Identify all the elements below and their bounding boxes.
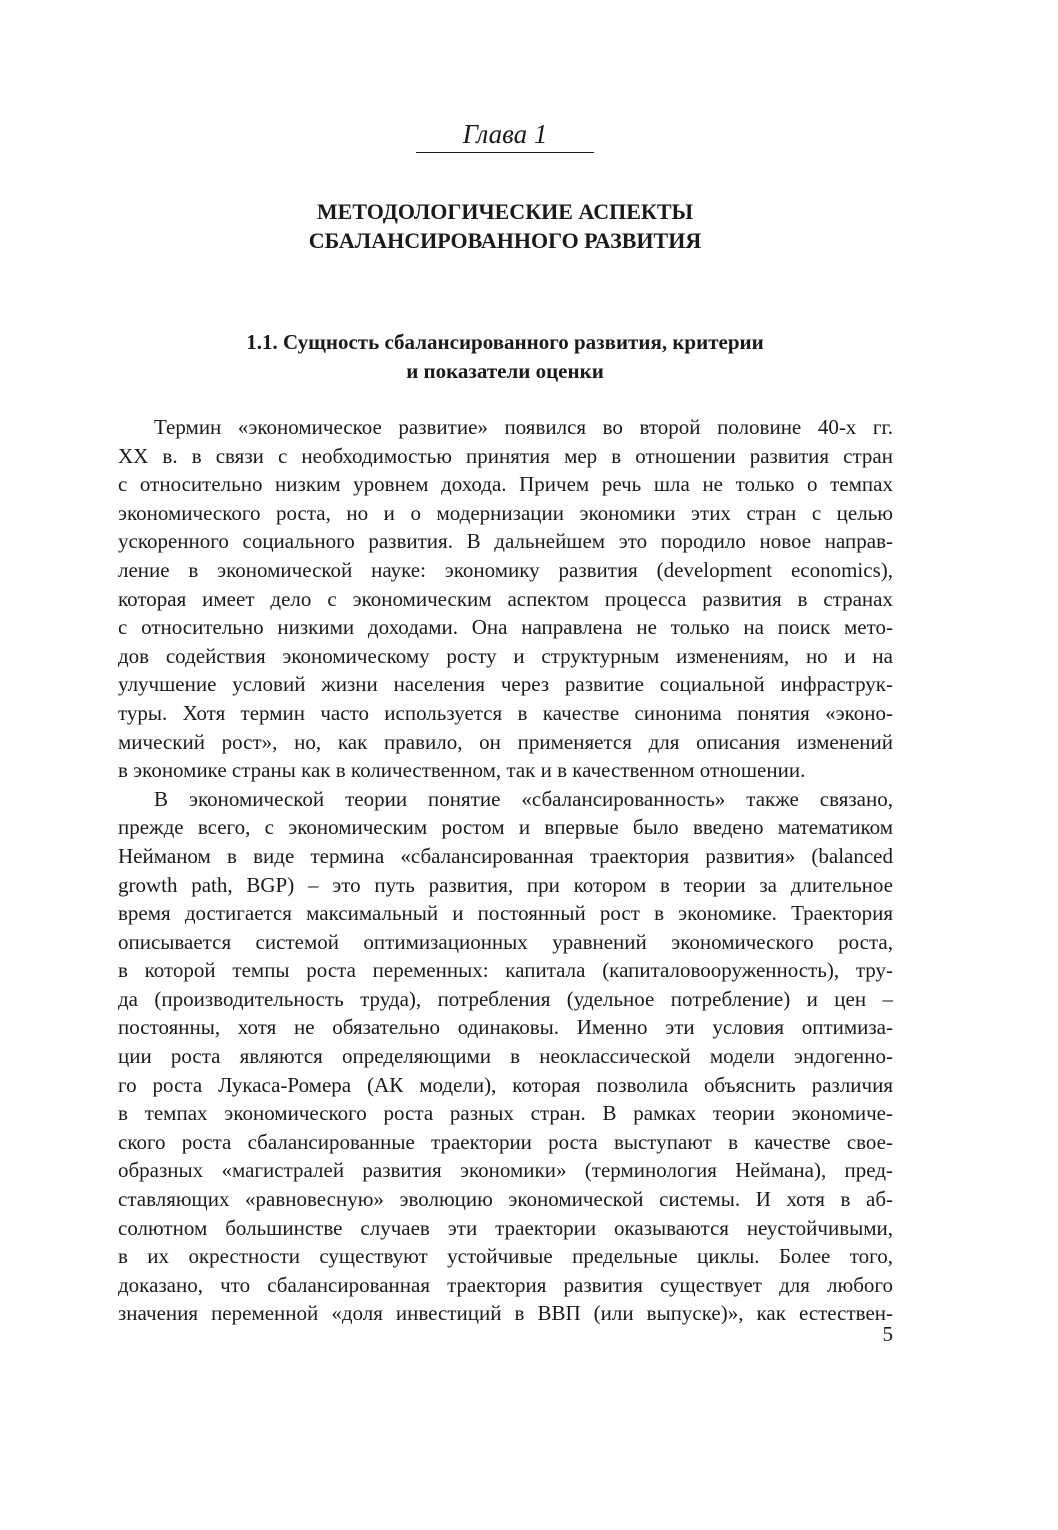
text-line: Нейманом в виде термина «сбалансированная траектория развития» (balanced xyxy=(118,843,893,868)
text-line: ского роста сбалансированные траектории роста выступают в качестве свое- xyxy=(118,1129,893,1154)
text-line: доказано, что сбалансированная траектория развития существует для любого xyxy=(118,1272,893,1297)
text-line: постоянны, хотя не обязательно одинаковы. Именно эти условия оптимиза- xyxy=(118,1015,893,1040)
text-line: В экономической теории понятие «сбалансированность» также связано, xyxy=(154,786,893,811)
text-line: Термин «экономическое развитие» появился во второй половине 40-х гг. xyxy=(154,415,893,439)
text-line: ставляющих «равновесную» эволюцию экономической системы. И хотя в аб- xyxy=(118,1187,893,1212)
text-line: туры. Хотя термин часто используется в качестве синонима понятия «эконо- xyxy=(118,700,893,725)
body-text xyxy=(118,413,893,1328)
text-line: ление в экономической науке: экономику развития (development economics), xyxy=(118,557,893,582)
text-line: экономического роста, но и о модернизации экономики этих стран с целью xyxy=(118,500,893,525)
text-line: го роста Лукаса-Ромера (АК модели), которая позволила объяснить различия xyxy=(118,1072,893,1097)
paragraph xyxy=(118,413,893,785)
text-line: образных «магистралей развития экономики» (терминология Неймана), пред- xyxy=(118,1158,893,1183)
text-line: мический рост», но, как правило, он применяется для описания изменений xyxy=(118,729,893,754)
text-line: с относительно низкими доходами. Она направлена не только на поиск мето- xyxy=(118,615,893,640)
chapter-title-line: СБАЛАНСИРОВАННОГО РАЗВИТИЯ xyxy=(308,228,702,253)
text-line: в экономике страны как в количественном, так и в качественном отношении. xyxy=(118,758,806,783)
text-line: время достигается максимальный и постоянный рост в экономике. Траектория xyxy=(118,901,893,926)
text-line: ции роста являются определяющими в неоклассической модели эндогенно- xyxy=(118,1044,893,1069)
chapter-label: Глава 1 xyxy=(462,119,548,149)
section-title-line: и показатели оценки xyxy=(406,359,604,383)
section-title-line: 1.1. Сущность сбалансированного развития, критерии xyxy=(246,330,764,354)
text-line: улучшение условий жизни населения через развитие социальной инфраструк- xyxy=(118,672,893,697)
text-line: growth path, BGP) – это путь развития, при котором в теории за длительное xyxy=(118,872,893,897)
text-line: в их окрестности существуют устойчивые предельные циклы. Более того, xyxy=(118,1244,893,1269)
page-number: 5 xyxy=(882,1322,893,1346)
chapter-title xyxy=(0,197,1010,255)
text-line: XX в. в связи с необходимостью принятия мер в отношении развития стран xyxy=(118,443,893,468)
text-line: описывается системой оптимизационных уравнений экономического роста, xyxy=(118,929,893,954)
text-line: солютном большинстве случаев эти траектории оказываются неустойчивыми, xyxy=(118,1215,893,1240)
text-line: в которой темпы роста переменных: капитала (капиталовооруженность), тру- xyxy=(118,958,893,983)
section-title xyxy=(0,328,1010,386)
paragraph xyxy=(118,785,893,1328)
text-line: которая имеет дело с экономическим аспектом процесса развития в странах xyxy=(118,586,893,611)
chapter-title-line: МЕТОДОЛОГИЧЕСКИЕ АСПЕКТЫ xyxy=(316,199,694,224)
text-line: да (производительность труда), потребления (удельное потребление) и цен – xyxy=(118,986,893,1011)
text-line: ускоренного социального развития. В дальнейшем это породило новое направ- xyxy=(118,529,893,554)
text-line: дов содействия экономическому росту и структурным изменениям, но и на xyxy=(118,643,893,668)
chapter-rule xyxy=(416,152,594,153)
text-line: прежде всего, с экономическим ростом и впервые было введено математиком xyxy=(118,815,893,840)
text-line: значения переменной «доля инвестиций в ВВП (или выпуске)», как естествен- xyxy=(118,1301,893,1326)
text-line: в темпах экономического роста разных стран. В рамках теории экономиче- xyxy=(118,1101,893,1126)
text-line: с относительно низким уровнем дохода. Причем речь шла не только о темпах xyxy=(118,472,893,497)
